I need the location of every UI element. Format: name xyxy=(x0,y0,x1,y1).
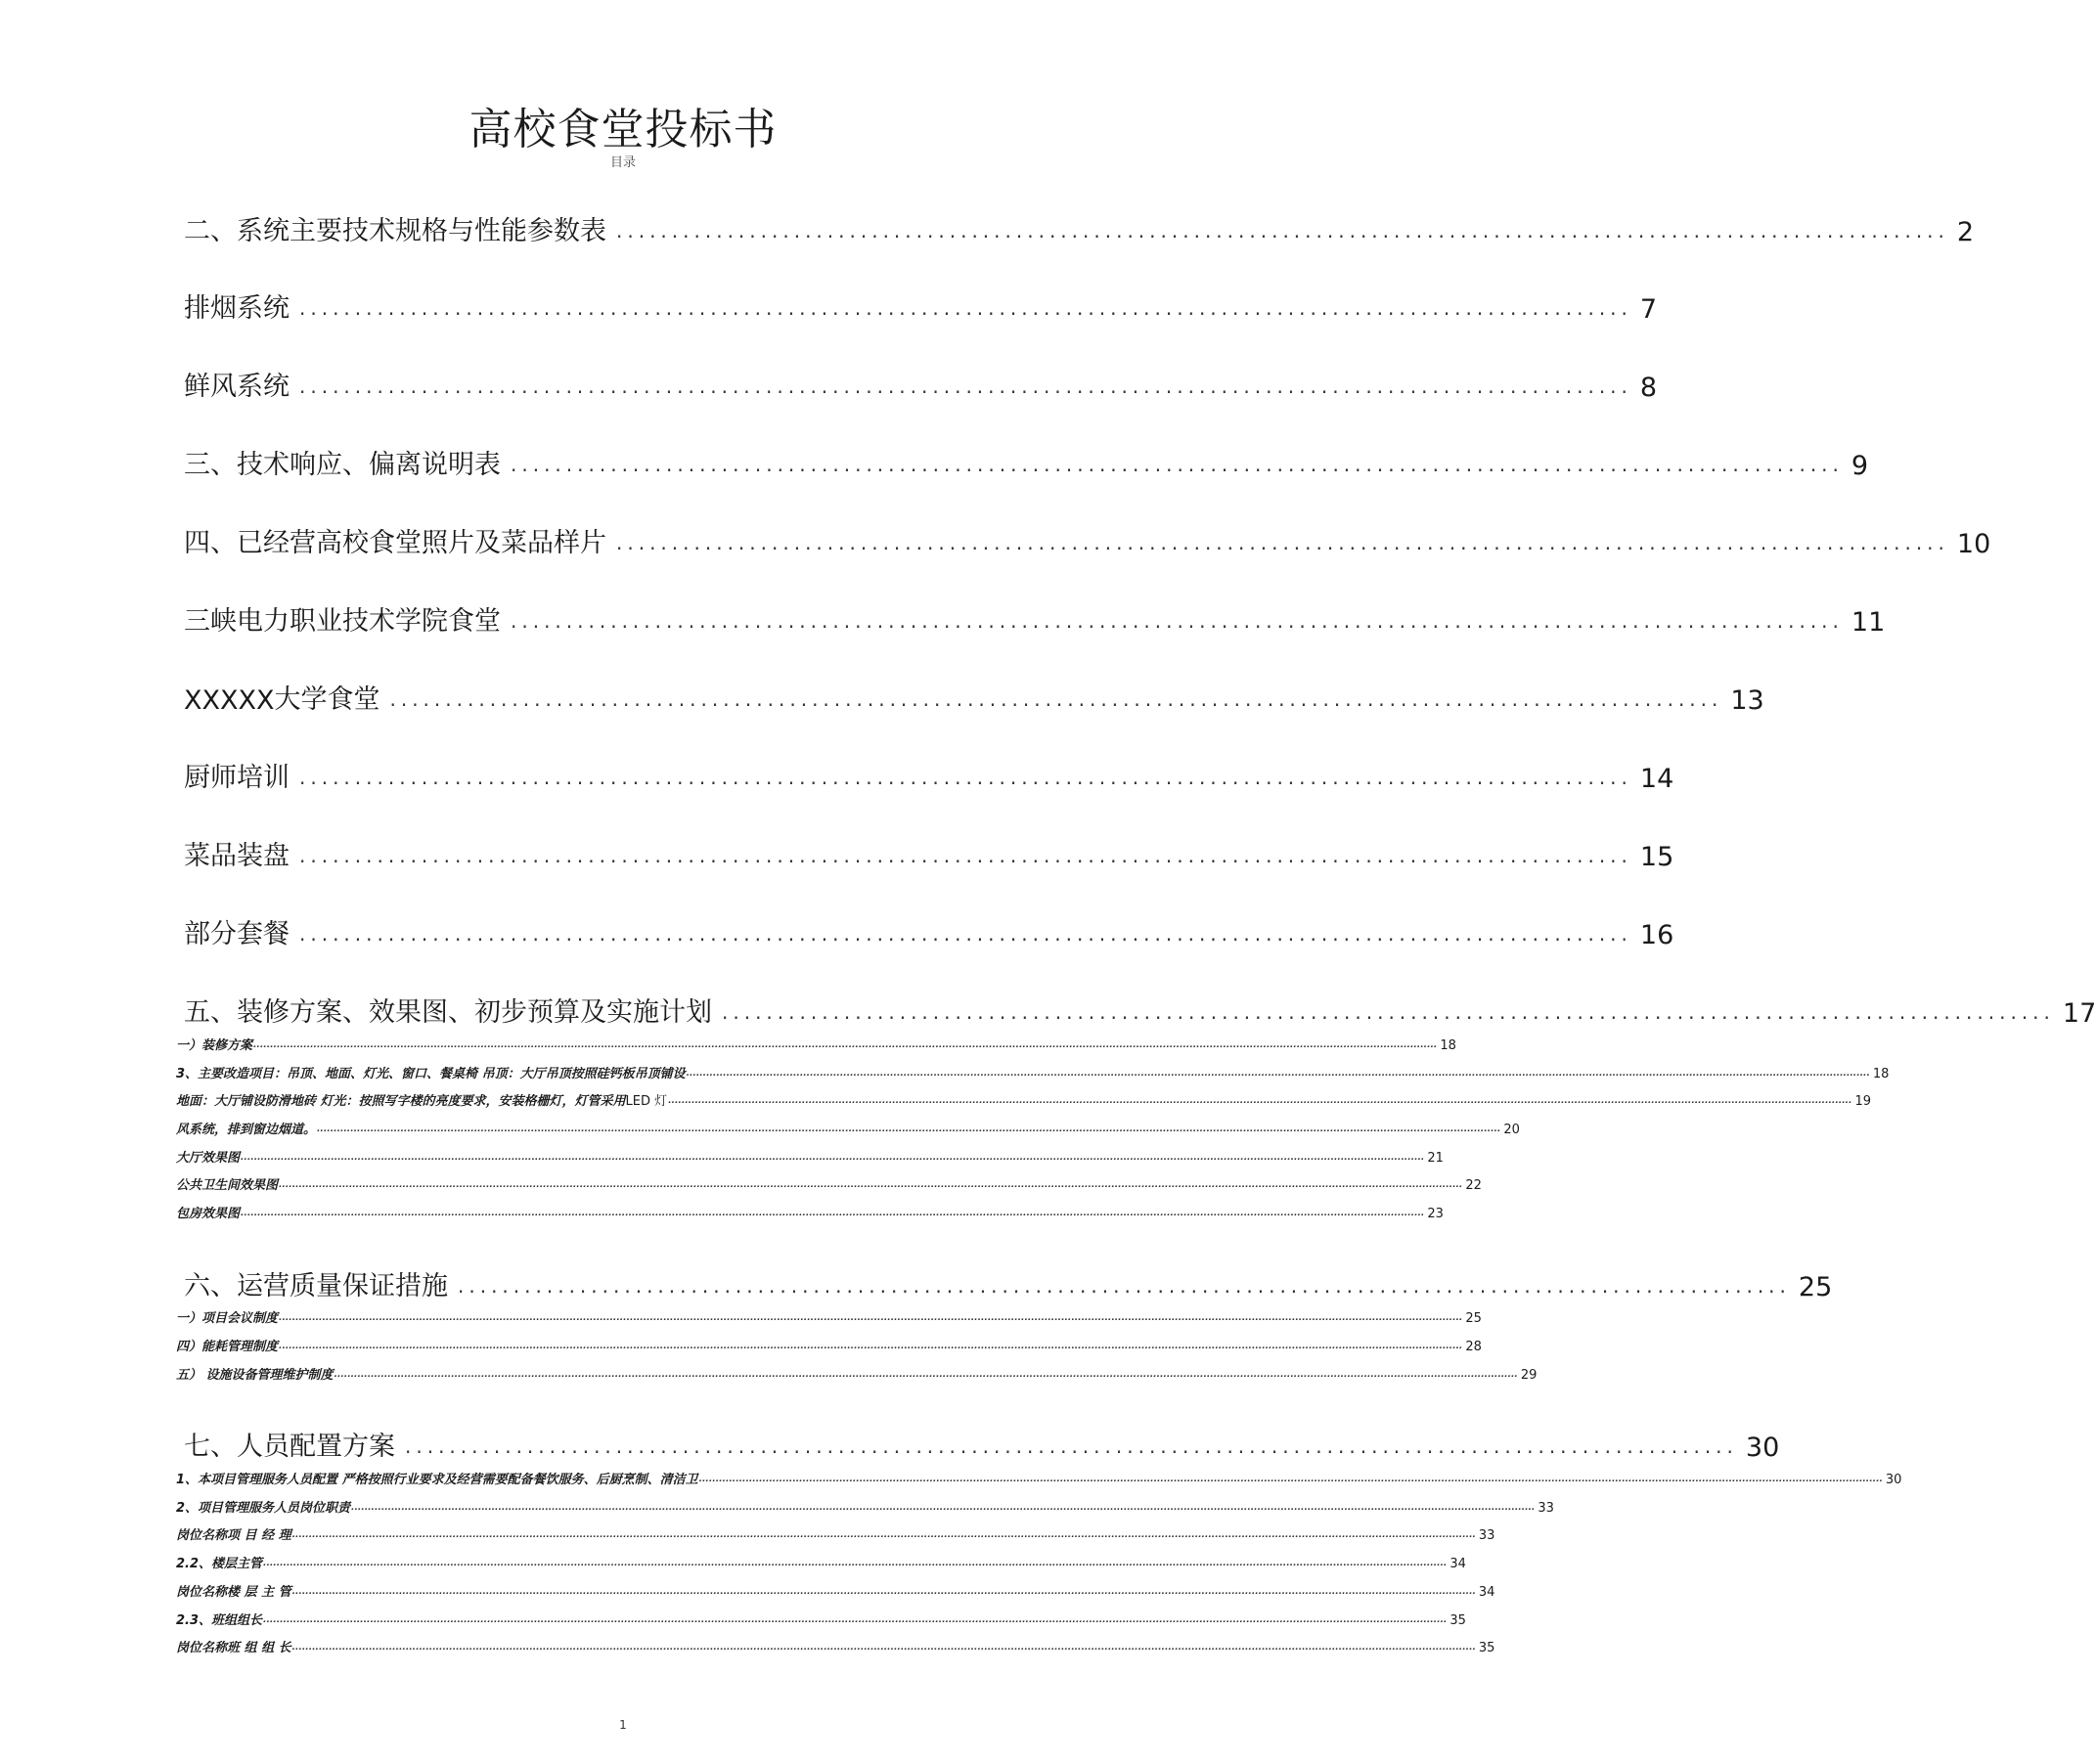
toc-subentry-text-b: LED 灯 xyxy=(625,1094,668,1109)
toc-entry[interactable] xyxy=(184,521,1991,559)
toc-entry[interactable] xyxy=(184,209,1975,247)
toc-entry-text-b: 大学食堂 xyxy=(274,684,380,715)
toc-subentry[interactable] xyxy=(176,1147,1444,1166)
toc-subentry-text: 2.3、班组组长 xyxy=(176,1613,263,1628)
dot-leader: ........................................................................................................................ xyxy=(722,1000,2055,1024)
dot-leader: ........................................................................................................................ xyxy=(299,375,1632,398)
toc-page-number: 34 xyxy=(1478,1585,1495,1600)
toc-page-number: 20 xyxy=(1503,1123,1520,1137)
toc-page-number: 22 xyxy=(1465,1178,1482,1193)
dot-leader: .................................................................................................................................................................................................................................................................................................................................................................. xyxy=(241,1153,1425,1163)
toc-subentry-text: 2、项目管理服务人员岗位职责 xyxy=(176,1501,351,1516)
toc-subentry[interactable] xyxy=(176,1203,1444,1221)
dot-leader: ........................................................................................................................ xyxy=(299,296,1632,320)
toc-page-number: 19 xyxy=(1854,1094,1871,1109)
toc-entry-text: 六、运营质量保证措施 xyxy=(184,1271,448,1301)
toc-subentry[interactable] xyxy=(176,1035,1456,1053)
toc-heading: 目录 xyxy=(609,155,636,170)
toc-entry-text: 厨师培训 xyxy=(184,763,290,793)
toc-page-number: 14 xyxy=(1639,764,1674,794)
dot-leader: .................................................................................................................................................................................................................................................................................................................................................................. xyxy=(291,1643,1476,1653)
dot-leader: .................................................................................................................................................................................................................................................................................................................................................................. xyxy=(279,1313,1463,1323)
toc-entry-text-a: XXXXX xyxy=(184,685,275,716)
toc-page-number: 25 xyxy=(1798,1272,1833,1302)
dot-leader: .................................................................................................................................................................................................................................................................................................................................................................. xyxy=(253,1040,1438,1050)
toc-subentry-text: 公共卫生间效果图 xyxy=(176,1178,279,1193)
toc-page-number: 10 xyxy=(1956,529,1991,559)
toc-entry-text: 三峡电力职业技术学院食堂 xyxy=(184,606,501,637)
toc-subentry[interactable] xyxy=(176,1524,1495,1543)
toc-subentry[interactable] xyxy=(176,1497,1554,1516)
toc-subentry[interactable] xyxy=(176,1637,1495,1655)
toc-subentry-text-b: 能耗管理制度 xyxy=(201,1340,279,1354)
toc-subentry[interactable] xyxy=(176,1090,1871,1109)
toc-subentry-text-a: 四） xyxy=(176,1340,202,1354)
toc-page-number: 35 xyxy=(1478,1641,1495,1655)
dot-leader: ........................................................................................................................ xyxy=(389,687,1723,711)
toc-subentry-text: 3、主要改造项目：吊顶、地面、灯光、窗口、餐桌椅 吊顶：大厅吊顶按照硅钙板吊顶铺设 xyxy=(176,1067,686,1081)
toc-entry[interactable] xyxy=(184,287,1658,325)
toc-subentry-text-a: 岗位名称 xyxy=(176,1585,228,1600)
toc-entry[interactable] xyxy=(184,756,1674,794)
toc-page-number: 30 xyxy=(1885,1473,1902,1487)
toc-entry-text: 部分套餐 xyxy=(184,919,290,949)
dot-leader: ........................................................................................................................ xyxy=(405,1434,1738,1458)
toc-subentry-text: 一）装修方案 xyxy=(176,1038,253,1053)
toc-subentry-text-b: 后厨烹制、清洁卫 xyxy=(596,1473,698,1487)
dot-leader: .................................................................................................................................................................................................................................................................................................................................................................. xyxy=(279,1342,1463,1351)
toc-page-number: 2 xyxy=(1956,217,1975,247)
toc-page-number: 30 xyxy=(1745,1433,1780,1463)
dot-leader: .................................................................................................................................................................................................................................................................................................................................................................. xyxy=(698,1475,1883,1484)
toc-page-number: 33 xyxy=(1478,1528,1495,1543)
toc-entry-text: 三、技术响应、偏离说明表 xyxy=(184,450,501,480)
toc-entry-text: 七、人员配置方案 xyxy=(184,1432,395,1462)
toc-page-number: 18 xyxy=(1440,1038,1456,1053)
toc-entry[interactable] xyxy=(184,678,1764,716)
dot-leader: .................................................................................................................................................................................................................................................................................................................................................................. xyxy=(291,1587,1476,1597)
toc-page-number: 13 xyxy=(1730,685,1764,716)
toc-page-number: 29 xyxy=(1520,1368,1538,1383)
toc-page-number: 34 xyxy=(1449,1557,1466,1571)
toc-page-number: 23 xyxy=(1427,1207,1444,1221)
toc-subentry[interactable] xyxy=(176,1174,1482,1193)
toc-page-number: 25 xyxy=(1465,1311,1482,1326)
dot-leader: ........................................................................................................................ xyxy=(299,844,1632,867)
toc-page-number: 17 xyxy=(2062,998,2096,1029)
toc-subentry-text: 五） 设施设备管理维护制度 xyxy=(176,1368,334,1383)
toc-subentry-text-a: 1、本项目管理服务人员配置 严格按照行业要求及经营需要配备餐饮服务、 xyxy=(176,1473,597,1487)
dot-leader: .................................................................................................................................................................................................................................................................................................................................................................. xyxy=(317,1125,1501,1134)
dot-leader: ........................................................................................................................ xyxy=(299,766,1632,789)
toc-page-number: 16 xyxy=(1639,920,1674,950)
toc-page-number: 8 xyxy=(1639,373,1658,403)
toc-subentry[interactable] xyxy=(176,1063,1890,1081)
page-footer-number: 1 xyxy=(619,1718,627,1732)
toc-subentry-text-b: 项目会议制度 xyxy=(201,1311,279,1326)
dot-leader: .................................................................................................................................................................................................................................................................................................................................................................. xyxy=(291,1530,1476,1540)
toc-subentry-text: 大厅效果图 xyxy=(176,1151,241,1166)
dot-leader: .................................................................................................................................................................................................................................................................................................................................................................. xyxy=(241,1209,1425,1218)
toc-page-number: 7 xyxy=(1639,294,1658,325)
toc-entry[interactable] xyxy=(184,1264,1833,1302)
toc-subentry-text: 包房效果图 xyxy=(176,1207,241,1221)
toc-subentry-text-a: 岗位名称 xyxy=(176,1528,228,1543)
dot-leader: ........................................................................................................................ xyxy=(616,219,1949,243)
toc-subentry[interactable] xyxy=(176,1610,1466,1628)
toc-page-number: 33 xyxy=(1538,1501,1554,1516)
toc-subentry[interactable] xyxy=(176,1307,1482,1326)
toc-entry-text: 二、系统主要技术规格与性能参数表 xyxy=(184,216,606,246)
toc-page-number: 9 xyxy=(1851,451,1869,481)
toc-entry-text: 菜品装盘 xyxy=(184,841,290,871)
dot-leader: .................................................................................................................................................................................................................................................................................................................................................................. xyxy=(279,1180,1463,1190)
document-title: 高校食堂投标书 xyxy=(468,105,778,154)
dot-leader: ........................................................................................................................ xyxy=(458,1274,1791,1298)
toc-page-number: 15 xyxy=(1639,842,1674,872)
toc-subentry-text-a: 一） xyxy=(176,1311,202,1326)
toc-page-number: 35 xyxy=(1449,1613,1466,1628)
toc-subentry[interactable] xyxy=(176,1364,1538,1383)
toc-subentry-text-a: 地面：大厅铺设防滑地砖 灯光：按照写字楼的亮度要求，安装格栅灯，灯管采用 xyxy=(176,1094,626,1109)
dot-leader: ........................................................................................................................ xyxy=(299,922,1632,946)
toc-subentry-text: 2.2、楼层主管 xyxy=(176,1557,263,1571)
toc-entry-text: 鲜风系统 xyxy=(184,372,290,402)
dot-leader: .................................................................................................................................................................................................................................................................................................................................................................. xyxy=(334,1370,1518,1380)
toc-entry[interactable] xyxy=(184,599,1886,638)
toc-page-number: 28 xyxy=(1465,1340,1482,1354)
toc-subentry[interactable] xyxy=(176,1336,1482,1354)
toc-entry[interactable] xyxy=(184,991,2096,1029)
toc-entry[interactable] xyxy=(184,365,1658,403)
toc-subentry[interactable] xyxy=(176,1119,1520,1137)
toc-page-number: 18 xyxy=(1872,1067,1890,1081)
dot-leader: ........................................................................................................................ xyxy=(616,531,1949,554)
toc-page-number: 21 xyxy=(1427,1151,1444,1166)
toc-entry[interactable] xyxy=(184,1425,1780,1463)
toc-subentry[interactable] xyxy=(176,1469,1902,1487)
toc-subentry-text-a: 岗位名称 xyxy=(176,1641,228,1655)
toc-subentry-text: 风系统，排到窗边烟道。 xyxy=(176,1123,317,1137)
toc-entry-text: 五、装修方案、效果图、初步预算及实施计划 xyxy=(184,997,712,1028)
dot-leader: ........................................................................................................................ xyxy=(511,609,1844,633)
dot-leader: ........................................................................................................................ xyxy=(511,453,1844,476)
dot-leader: .................................................................................................................................................................................................................................................................................................................................................................. xyxy=(668,1096,1852,1106)
toc-entry[interactable] xyxy=(184,834,1674,872)
toc-entry[interactable] xyxy=(184,443,1869,481)
dot-leader: .................................................................................................................................................................................................................................................................................................................................................................. xyxy=(351,1503,1536,1513)
toc-entry-text: 四、已经营高校食堂照片及菜品样片 xyxy=(184,528,606,558)
toc-entry[interactable] xyxy=(184,912,1674,950)
toc-subentry-text-b: 班 组 组 长 xyxy=(227,1641,291,1655)
toc-page-number: 11 xyxy=(1851,607,1886,638)
toc-entry-text: 排烟系统 xyxy=(184,293,290,324)
dot-leader: .................................................................................................................................................................................................................................................................................................................................................................. xyxy=(686,1069,1870,1079)
dot-leader: .................................................................................................................................................................................................................................................................................................................................................................. xyxy=(263,1615,1448,1625)
dot-leader: .................................................................................................................................................................................................................................................................................................................................................................. xyxy=(263,1559,1448,1568)
toc-subentry-text-b: 项 目 经 理 xyxy=(227,1528,291,1543)
toc-subentry[interactable] xyxy=(176,1553,1466,1571)
toc-subentry[interactable] xyxy=(176,1581,1495,1600)
toc-subentry-text-b: 楼 层 主 管 xyxy=(227,1585,291,1600)
